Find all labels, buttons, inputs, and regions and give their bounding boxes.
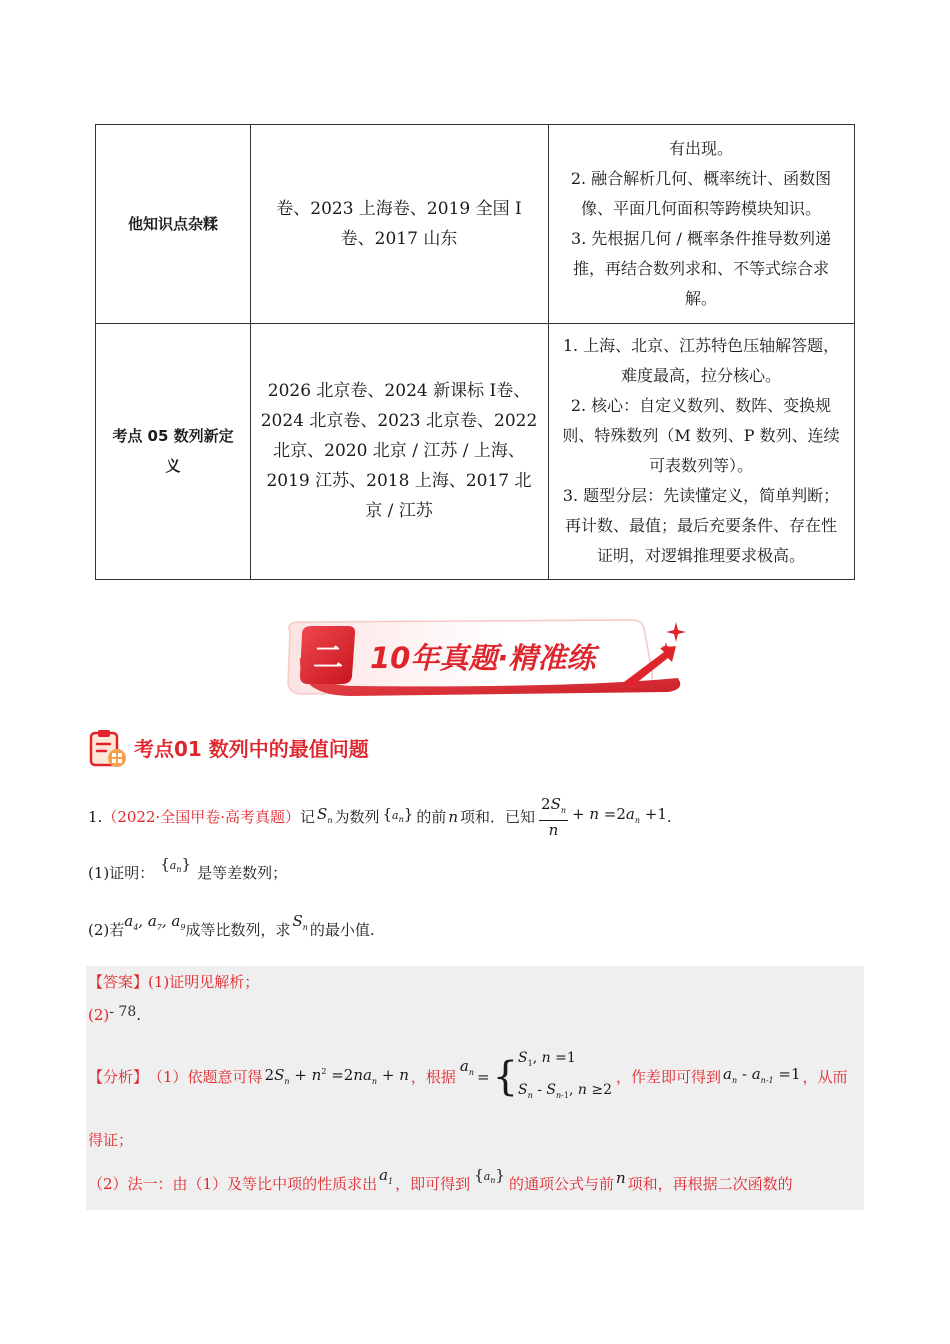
- analysis-text: （1）依题意可得: [148, 1068, 263, 1086]
- note-line: 3. 题型分层：先读懂定义，简单判断；再计数、最值；最后充要条件、存在性证明，对逻辑推理要求极高。: [562, 486, 840, 565]
- question-text: 记: [300, 808, 316, 826]
- topic-text: 考点 05 数列新定义: [112, 427, 234, 475]
- note-line: 有出现。: [668, 139, 733, 158]
- analysis-text: （2）法一：由（1）及等比中项的性质求出: [88, 1175, 378, 1193]
- analysis-text: ，从而: [802, 1068, 848, 1086]
- sparkle-icon: [666, 622, 686, 642]
- analysis-text: ，即可得到: [395, 1175, 471, 1193]
- math-eq-2: $a_n - a_{n-1} =1$: [723, 1064, 801, 1085]
- analysis-text: ，作差即可得到: [615, 1068, 721, 1086]
- topic-text: 他知识点杂糅: [127, 215, 218, 233]
- table-cell-notes: [548, 125, 854, 323]
- section-banner: [272, 612, 692, 704]
- table-cell-sources: [250, 125, 548, 323]
- sources-text: 2026 北京卷、2024 新课标 Ⅰ卷、2024 北京卷、2023 北京卷、2022 北京、2020 北京 / 江苏 / 上海、2019 江苏、2018 上海、2017 北京 / 江苏: [260, 381, 538, 521]
- note-line: 3. 先根据几何 / 概率条件推导数列递推，再结合数列求和、不等式综合求解。: [571, 229, 831, 308]
- table-cell-topic: [96, 323, 250, 579]
- math-piecewise: $a_n$ = { $S_1$, n =1 $S_n - S_{n-1}$, n ≥2: [459, 1050, 612, 1100]
- analysis-text: 项和，再根据二次函数的: [627, 1175, 793, 1193]
- math-a1: $a_1$: [379, 1165, 394, 1186]
- math-sn: $S_n$: [292, 911, 308, 932]
- analysis-text: 的通项公式与前: [508, 1175, 614, 1193]
- math-an-seq: $\{a_n\}$: [474, 1165, 505, 1186]
- math-given-equation: $2S_n$ n + $n =2a_n +1$: [541, 795, 667, 839]
- math-n: n: [448, 808, 458, 826]
- question-text: 为数列: [334, 808, 380, 826]
- note-line: 2. 核心：自定义数列、数阵、变换规则、特殊数列（M 数列、P 数列、连续可表数列等）。: [562, 396, 840, 475]
- question-text: .: [666, 808, 672, 826]
- answer-line-1: [88, 970, 259, 994]
- answer-text: .: [136, 1006, 142, 1024]
- part-text: 是等差数列；: [197, 864, 288, 882]
- part-label: (1)证明：: [88, 864, 155, 882]
- question-text: 项和．已知: [460, 808, 536, 826]
- math-a4-a7-a9: $a_4$, $a_7$, $a_9$: [124, 911, 186, 932]
- exam-topic-table: [95, 124, 855, 580]
- answer-label: (2): [88, 1006, 110, 1024]
- table-cell-sources: [250, 323, 548, 579]
- question-source: （2022·全国甲卷·高考真题）: [102, 808, 301, 826]
- clipboard-icon: [88, 728, 128, 768]
- analysis-text: 得证；: [88, 1131, 134, 1149]
- analysis-line-3: [88, 1166, 793, 1202]
- part-label: (2)若: [88, 921, 125, 939]
- question-part-1: [88, 856, 287, 890]
- table-cell-notes: [548, 323, 854, 579]
- math-an-seq: $\{a_n\}$: [382, 804, 414, 825]
- answer-label: 【答案】: [88, 973, 149, 991]
- sources-text: 卷、2023 上海卷、2019 全国 Ⅰ卷、2017 山东: [276, 199, 522, 249]
- answer-value: - 78: [109, 1004, 137, 1020]
- question-part-2: [88, 912, 375, 948]
- analysis-line-1: [88, 1036, 848, 1118]
- analysis-line-2: [88, 1128, 133, 1152]
- question-statement: [88, 792, 672, 842]
- math-n: n: [615, 1169, 626, 1187]
- table-cell-topic: [96, 125, 250, 323]
- question-number: 1.: [88, 808, 103, 826]
- banner-number: 二: [313, 641, 343, 676]
- banner-title: 10年真题·精准练: [370, 641, 596, 675]
- note-line: 1. 上海、北京、江苏特色压轴解答题，难度最高，拉分核心。: [562, 336, 840, 385]
- analysis-label: 【分析】: [88, 1068, 149, 1086]
- part-text: 的最小值.: [309, 921, 375, 939]
- note-line: 2. 融合解析几何、概率统计、函数图像、平面几何面积等跨模块知识。: [570, 169, 832, 218]
- section-title: 考点01 数列中的最值问题: [134, 737, 369, 761]
- math-an-seq: $\{a_n\}$: [160, 854, 192, 875]
- math-sn: $S_n$: [317, 804, 333, 825]
- answer-text: (1)证明见解析；: [148, 973, 260, 991]
- analysis-text: ，根据: [410, 1068, 456, 1086]
- part-text: 成等比数列，求: [185, 921, 291, 939]
- question-text: 的前: [416, 808, 447, 826]
- math-eq-1: $2S_n + n^2 =2na_n + n$: [264, 1066, 409, 1086]
- answer-line-2: [88, 1003, 141, 1027]
